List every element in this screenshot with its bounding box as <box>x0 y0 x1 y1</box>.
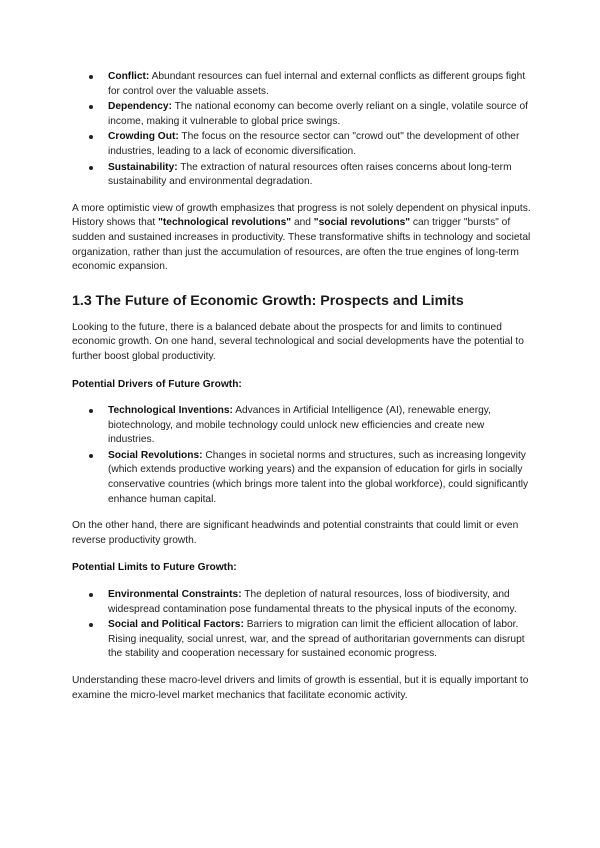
intro-paragraph: Looking to the future, there is a balanced debate about the prospects for and limits to continued economic growth. On one hand, several technological and social developments have the potential to further boost global productivity. <box>72 321 524 362</box>
headwinds-paragraph: On the other hand, there are significant headwinds and potential constraints that could limit or even reverse productivity growth. <box>72 520 519 546</box>
list-item-text: The national economy can become overly reliant on a single, volatile source of income, making it vulnerable to global price swings. <box>108 101 529 127</box>
list-item-term: Environmental Constraints: <box>108 589 242 601</box>
list-item-text: The depletion of natural resources, loss of biodiversity, and widespread contamination pose fundamental threats to the physical inputs of the economy. <box>108 589 517 615</box>
list-item <box>72 100 532 129</box>
optimistic-view-paragraph: A more optimistic view of growth emphasizes that progress is not solely dependent on physical inputs. History shows that "technological revolutions" and "social revolutions" can trigger "bursts" of sudden and sustained increases in productivity. These transformative shifts in technology and societal organization, rather than just the accumulation of resources, are often the true engines of long-term economic expansion. <box>72 202 531 273</box>
list-item-term: Social and Political Factors: <box>108 619 244 631</box>
technological-revolutions-emphasis: "technological revolutions" <box>158 217 292 229</box>
closing-paragraph: Understanding these macro-level drivers and limits of growth is essential, but it is equally important to examine the micro-level market mechanics that facilitate economic activity. <box>72 675 529 701</box>
section-heading: 1.3 The Future of Economic Growth: Prospects and Limits <box>72 292 464 309</box>
list-item-text: The extraction of natural resources often raises concerns about long-term sustainability and environmental degradation. <box>108 161 512 188</box>
page-content <box>72 70 532 703</box>
resource-risks-list <box>72 70 532 190</box>
list-item-term: Sustainability: <box>108 161 178 173</box>
list-item <box>72 161 532 190</box>
list-item <box>72 618 532 662</box>
limits-list <box>72 588 532 662</box>
list-item-text: The focus on the resource sector can "crowd out" the development of other industries, leading to a lack of economic diversification. <box>108 131 520 157</box>
drivers-subheading: Potential Drivers of Future Growth: <box>72 378 242 390</box>
list-item <box>72 404 532 448</box>
list-item-text: Barriers to migration can limit the efficient allocation of labor. Rising inequality, social unrest, war, and the spread of authoritarian governments can disrupt the stability and cooperation necessary for sustained economic progress. <box>108 619 525 660</box>
social-revolutions-emphasis: "social revolutions" <box>313 217 411 229</box>
list-item <box>72 449 532 507</box>
drivers-list <box>72 404 532 507</box>
list-item-term: Technological Inventions: <box>108 405 233 417</box>
list-item-text: Abundant resources can fuel internal and external conflicts as different groups fight for control over the valuable assets. <box>108 71 526 97</box>
list-item-text: Advances in Artificial Intelligence (AI), renewable energy, biotechnology, and mobile technology could unlock new efficiencies and create new industries. <box>108 405 491 446</box>
list-item <box>72 588 532 617</box>
list-item-term: Crowding Out: <box>108 131 179 143</box>
list-item-term: Dependency: <box>108 101 172 113</box>
list-item-term: Social Revolutions: <box>108 449 203 461</box>
list-item <box>72 130 532 159</box>
list-item-text: Changes in societal norms and structures, such as increasing longevity (which extends productive working years) and the expansion of education for girls in socially conservative countries (which brings more talent into the global workforce), could significantly enhance human capital. <box>108 449 529 505</box>
limits-subheading: Potential Limits to Future Growth: <box>72 562 237 574</box>
list-item-term: Conflict: <box>108 71 150 82</box>
list-item <box>72 70 532 99</box>
